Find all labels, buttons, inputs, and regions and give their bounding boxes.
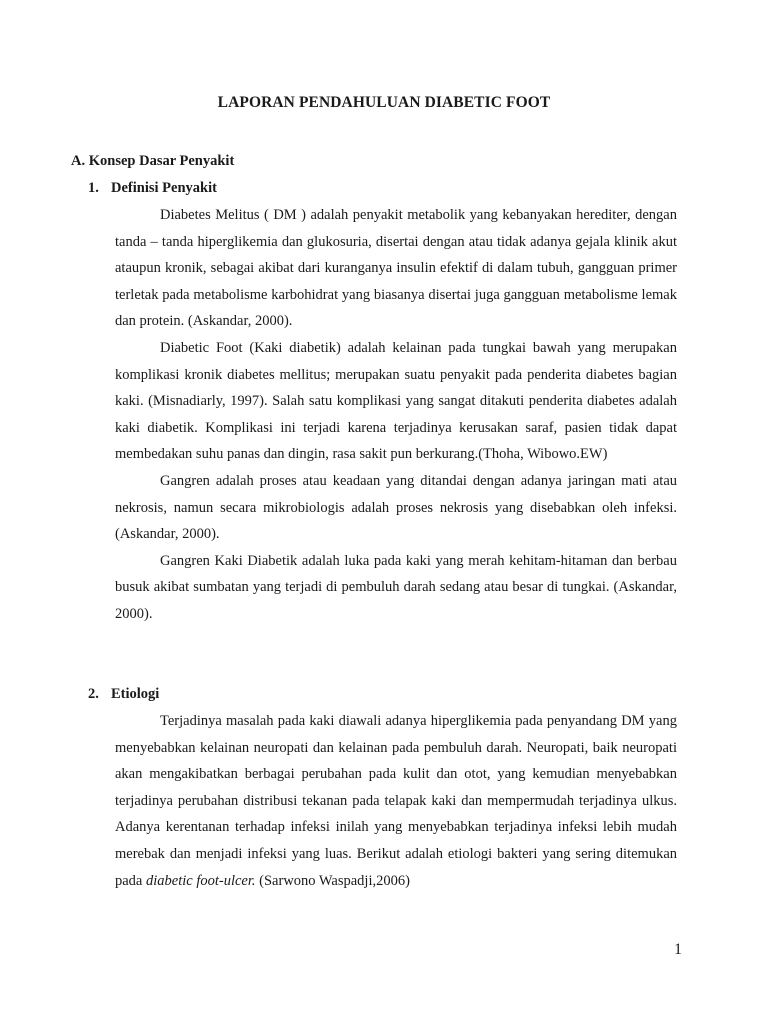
paragraph: Gangren adalah proses atau keadaan yang ditandai dengan adanya jaringan mati atau nekrosis, namun secara mikrobiologis adalah proses nekrosis yang disebabkan oleh infeksi. (Askandar, 2000). bbox=[115, 472, 677, 543]
definisi-body bbox=[115, 202, 677, 628]
subsection-title: Etiologi bbox=[111, 686, 160, 702]
paragraph bbox=[115, 708, 677, 894]
paragraph: Diabetes Melitus ( DM ) adalah penyakit metabolik yang kebanyakan herediter, dengan tanda – tanda hiperglikemia dan glukosuria, disertai dengan atau tidak adanya gejala klinik akut ataupun kronik, sebagai akibat dari kuranganya insulin efektif di dalam tubuh, gangguan primer terletak pada metabolisme karbohidrat yang biasanya disertai juga gangguan metabolisme lemak dan protein. (Askandar, 2000). bbox=[115, 207, 677, 330]
paragraph: Gangren Kaki Diabetik adalah luka pada kaki yang merah kehitam-hitaman dan berbau busuk akibat sumbatan yang terjadi di pembuluh darah sedang atau besar di tungkai. (Askandar, 2000). bbox=[115, 552, 677, 622]
citation: (Sarwono Waspadji,2006) bbox=[255, 872, 410, 889]
subsection-title: Definisi Penyakit bbox=[111, 180, 217, 196]
paragraph-text: Terjadinya masalah pada kaki diawali adanya hiperglikemia pada penyandang DM yang menyebabkan kelainan neuropati dan kelainan pada pembuluh darah. Neuropati, baik neuropati akan mengakibatkan berbagai perubahan pada kulit dan otot, yang kemudian menyebabkan terjadinya perubahan distribusi tekanan pada telapak kaki dan mempermudah terjadinya ulkus. Adanya kerentanan terhadap infeksi inilah yang menyebabkan terjadinya infeksi lebih mudah merebak dan menjadi infeksi yang luas. Berikut adalah etiologi bakteri yang sering ditemukan pada bbox=[115, 713, 677, 889]
paragraph: Diabetic Foot (Kaki diabetik) adalah kelainan pada tungkai bawah yang merupakan komplikasi kronik diabetes mellitus; merupakan suatu penyakit pada penderita diabetes bagian kaki. (Misnadiarly, 1997). Salah satu komplikasi yang sangat ditakuti penderita diabetes adalah kaki diabetik. Komplikasi ini terjadi karena terjadinya kerusakan saraf, pasien tidak dapat membedakan suhu panas dan dingin, rasa sakit pun berkurang.(Thoha, Wibowo.EW) bbox=[115, 339, 677, 463]
section-label: A. bbox=[71, 153, 86, 169]
page-number: 1 bbox=[674, 941, 682, 958]
italic-term: diabetic foot-ulcer. bbox=[146, 872, 256, 889]
subsection-heading-etiologi bbox=[88, 685, 159, 703]
subsection-heading-definisi bbox=[88, 179, 217, 197]
document-title: LAPORAN PENDAHULUAN DIABETIC FOOT bbox=[217, 94, 551, 111]
etiologi-body bbox=[115, 708, 677, 894]
section-title: Konsep Dasar Penyakit bbox=[88, 153, 235, 169]
subsection-number: 1. bbox=[88, 180, 99, 196]
section-heading-a bbox=[71, 152, 234, 170]
subsection-number: 2. bbox=[88, 686, 99, 702]
